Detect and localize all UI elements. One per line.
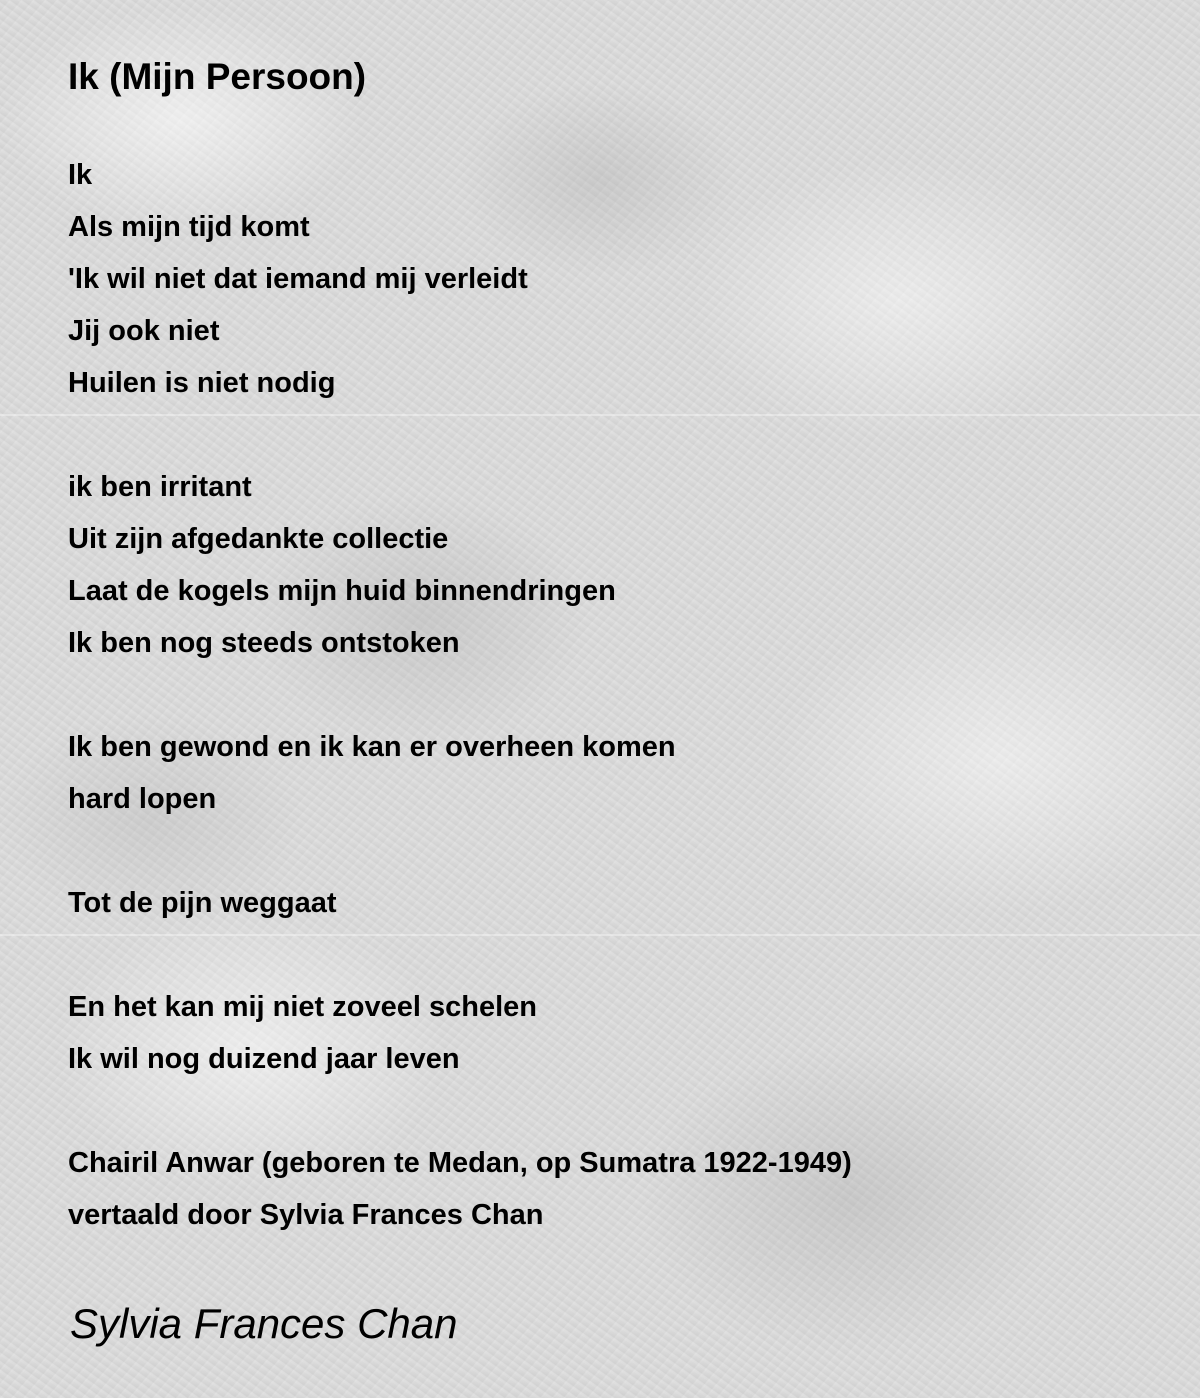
poem-line: En het kan mij niet zoveel schelen — [68, 991, 537, 1023]
background-seam — [0, 414, 1200, 416]
poem-line: Ik — [68, 159, 93, 191]
poem-line: Tot de pijn weggaat — [68, 887, 337, 919]
poem-line: vertaald door Sylvia Frances Chan — [68, 1199, 544, 1231]
poem-author: Sylvia Frances Chan — [70, 1300, 458, 1347]
poem-line: Uit zijn afgedankte collectie — [68, 523, 449, 555]
poem-line: Jij ook niet — [68, 315, 220, 347]
poem-line: hard lopen — [68, 783, 217, 815]
poem-line: 'Ik wil niet dat iemand mij verleidt — [68, 263, 528, 295]
poem-line: Als mijn tijd komt — [68, 211, 310, 243]
poem-line: Huilen is niet nodig — [68, 367, 336, 399]
poem-line: ik ben irritant — [68, 471, 252, 503]
poem-line: Chairil Anwar (geboren te Medan, op Sumatra 1922-1949) — [68, 1147, 852, 1179]
poem-line: Laat de kogels mijn huid binnendringen — [68, 575, 616, 607]
poem-line: Ik ben gewond en ik kan er overheen komen — [68, 731, 676, 763]
poem-title: Ik (Mijn Persoon) — [68, 56, 367, 97]
poem-line: Ik wil nog duizend jaar leven — [68, 1043, 460, 1075]
poem-line: Ik ben nog steeds ontstoken — [68, 627, 460, 659]
background-seam — [0, 934, 1200, 936]
